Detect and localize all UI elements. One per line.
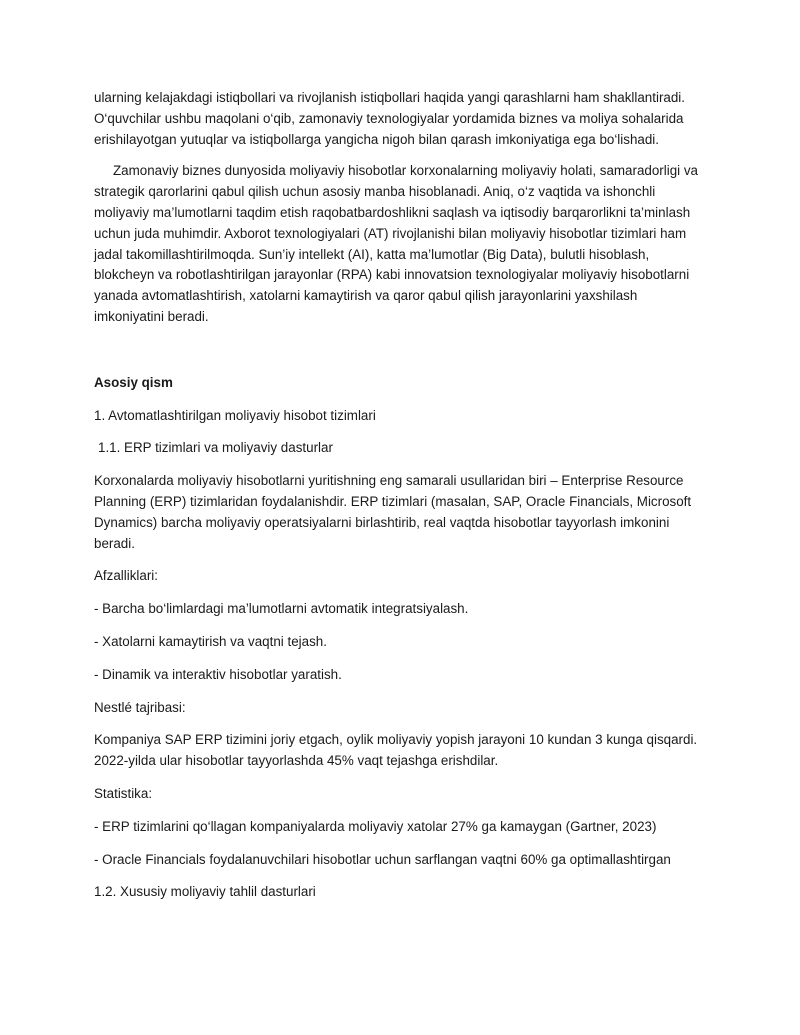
advantage-item: - Barcha bo‘limlardagi ma’lumotlarni avtomatik integratsiyalash.: [94, 601, 469, 617]
erp-paragraph: Korxonalarda moliyaviy hisobotlarni yuritishning eng samarali usullaridan biri – Enterprise Resource Planning (ERP) tizimlaridan foydalanishdir. ERP tizimlari (masalan, SAP, Oracle Financials, Microsoft Dynamics) barcha moliyaviy operatsiyalarni birlashtirib, real vaqtda hisobotlar tayyorlash imkonini beradi.: [94, 473, 692, 551]
section-1-2-title: 1.2. Xususiy moliyaviy tahlil dasturlari: [94, 884, 316, 900]
statistic-item: - ERP tizimlarini qo‘llagan kompaniyalarda moliyaviy xatolar 27% ga kamaygan (Gartner, 2023): [94, 818, 657, 834]
section-1-title: 1. Avtomatlashtirilgan moliyaviy hisobot tizimlari: [94, 407, 376, 423]
body-paragraph-technology: Zamonaviy biznes dunyosida moliyaviy hisobotlar korxonalarning moliyaviy holati, samaradorligi va strategik qarorlarini qabul qilish uchun asosiy manba hisoblanadi. Aniq, o‘z vaqtida va ishonchli moliyaviy ma’lumotlarni taqdim etish raqobatbardoshlikni saqlash va iqtisodiy barqarorlikni ta’minlash uchun juda muhimdir. Axborot texnologiyalari (AT) rivojlanishi bilan moliyaviy hisobotlar tizimlari ham jadal takomillashtirilmoqda. Sun’iy intellekt (AI), katta ma’lumotlar (Big Data), bulutli hisoblash, blokcheyn va robotlashtirilgan jarayonlar (RPA) kabi innovatsion texnologiyalar moliyaviy hisobotlarni yanada avtomatlashtirish, xatolarni kamaytirish va qaror qabul qilish jarayonlarini yaxshilash imkoniyatini beradi.: [94, 163, 698, 324]
advantage-item: - Dinamik va interaktiv hisobotlar yaratish.: [94, 666, 342, 682]
intro-paragraph: ularning kelajakdagi istiqbollari va rivojlanish istiqbollari haqida yangi qarashlarni ham shakllantiradi. O‘quvchilar ushbu maqolani o‘qib, zamonaviy texnologiyalar yordamida biznes va moliya sohalarida erishilayotgan yutuqlar va istiqbollarga yangicha nigoh bilan qarash imkoniyatiga ega bo‘lishadi.: [94, 90, 685, 147]
section-1-1-title: 1.1. ERP tizimlari va moliyaviy dasturlar: [98, 440, 333, 456]
nestle-label: Nestlé tajribasi:: [94, 699, 186, 715]
statistic-item: - Oracle Financials foydalanuvchilari hisobotlar uchun sarflangan vaqtni 60% ga optimallashtirgan: [94, 851, 671, 867]
main-heading: Asosiy qism: [94, 374, 173, 390]
advantages-label: Afzalliklari:: [94, 568, 158, 584]
nestle-paragraph: Kompaniya SAP ERP tizimini joriy etgach, oylik moliyaviy yopish jarayoni 10 kundan 3 kunga qisqardi. 2022-yilda ular hisobotlar tayyorlashda 45% vaqt tejashga erishdilar.: [94, 732, 698, 769]
advantage-item: - Xatolarni kamaytirish va vaqtni tejash.: [94, 633, 327, 649]
statistics-label: Statistika:: [94, 785, 153, 801]
document-page: [94, 88, 706, 903]
